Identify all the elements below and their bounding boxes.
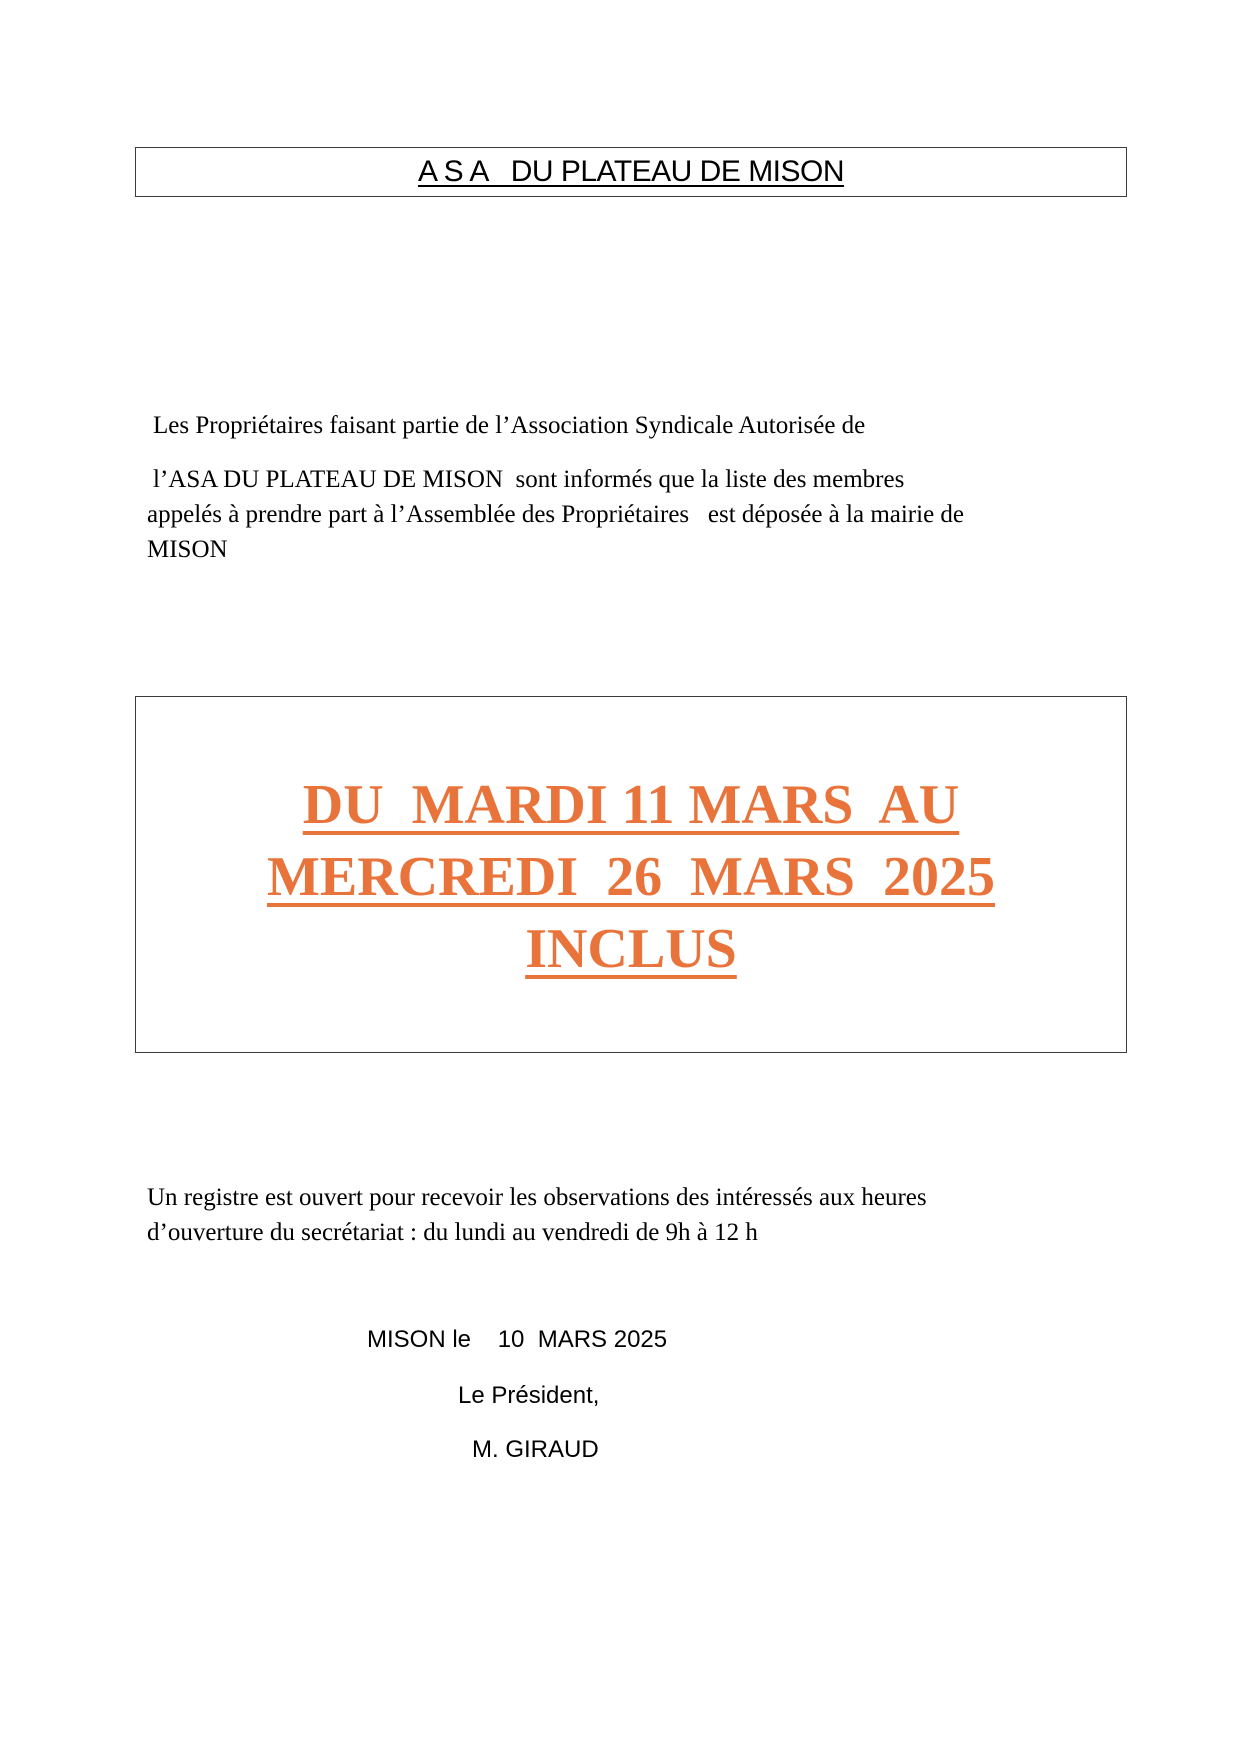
notice-line-3: appelés à prendre part à l’Assemblée des Propriétaires est déposée à la mairie de [147,501,965,528]
signature-role: Le Président, [458,1382,600,1409]
dates-box [135,696,1127,1053]
notice-line-1: Les Propriétaires faisant partie de l’Association Syndicale Autorisée de [153,412,866,439]
signature-name: M. GIRAUD [472,1436,599,1463]
registry-line-2: d’ouverture du secrétariat : du lundi au vendredi de 9h à 12 h [147,1219,758,1246]
registry-line-1: Un registre est ouvert pour recevoir les observations des intéressés aux heures [147,1184,927,1211]
title-box [135,147,1127,197]
signature-place-date: MISON le 10 MARS 2025 [367,1326,668,1353]
notice-line-4: MISON [147,536,228,563]
notice-line-2: l’ASA DU PLATEAU DE MISON sont informés que la liste des membres [153,466,905,493]
dates-line-1: DU MARDI 11 MARS AU [302,774,960,836]
dates-line-2: MERCREDI 26 MARS 2025 [267,846,995,908]
dates-line-3: INCLUS [525,918,737,980]
page-title: A S A DU PLATEAU DE MISON [417,155,845,188]
